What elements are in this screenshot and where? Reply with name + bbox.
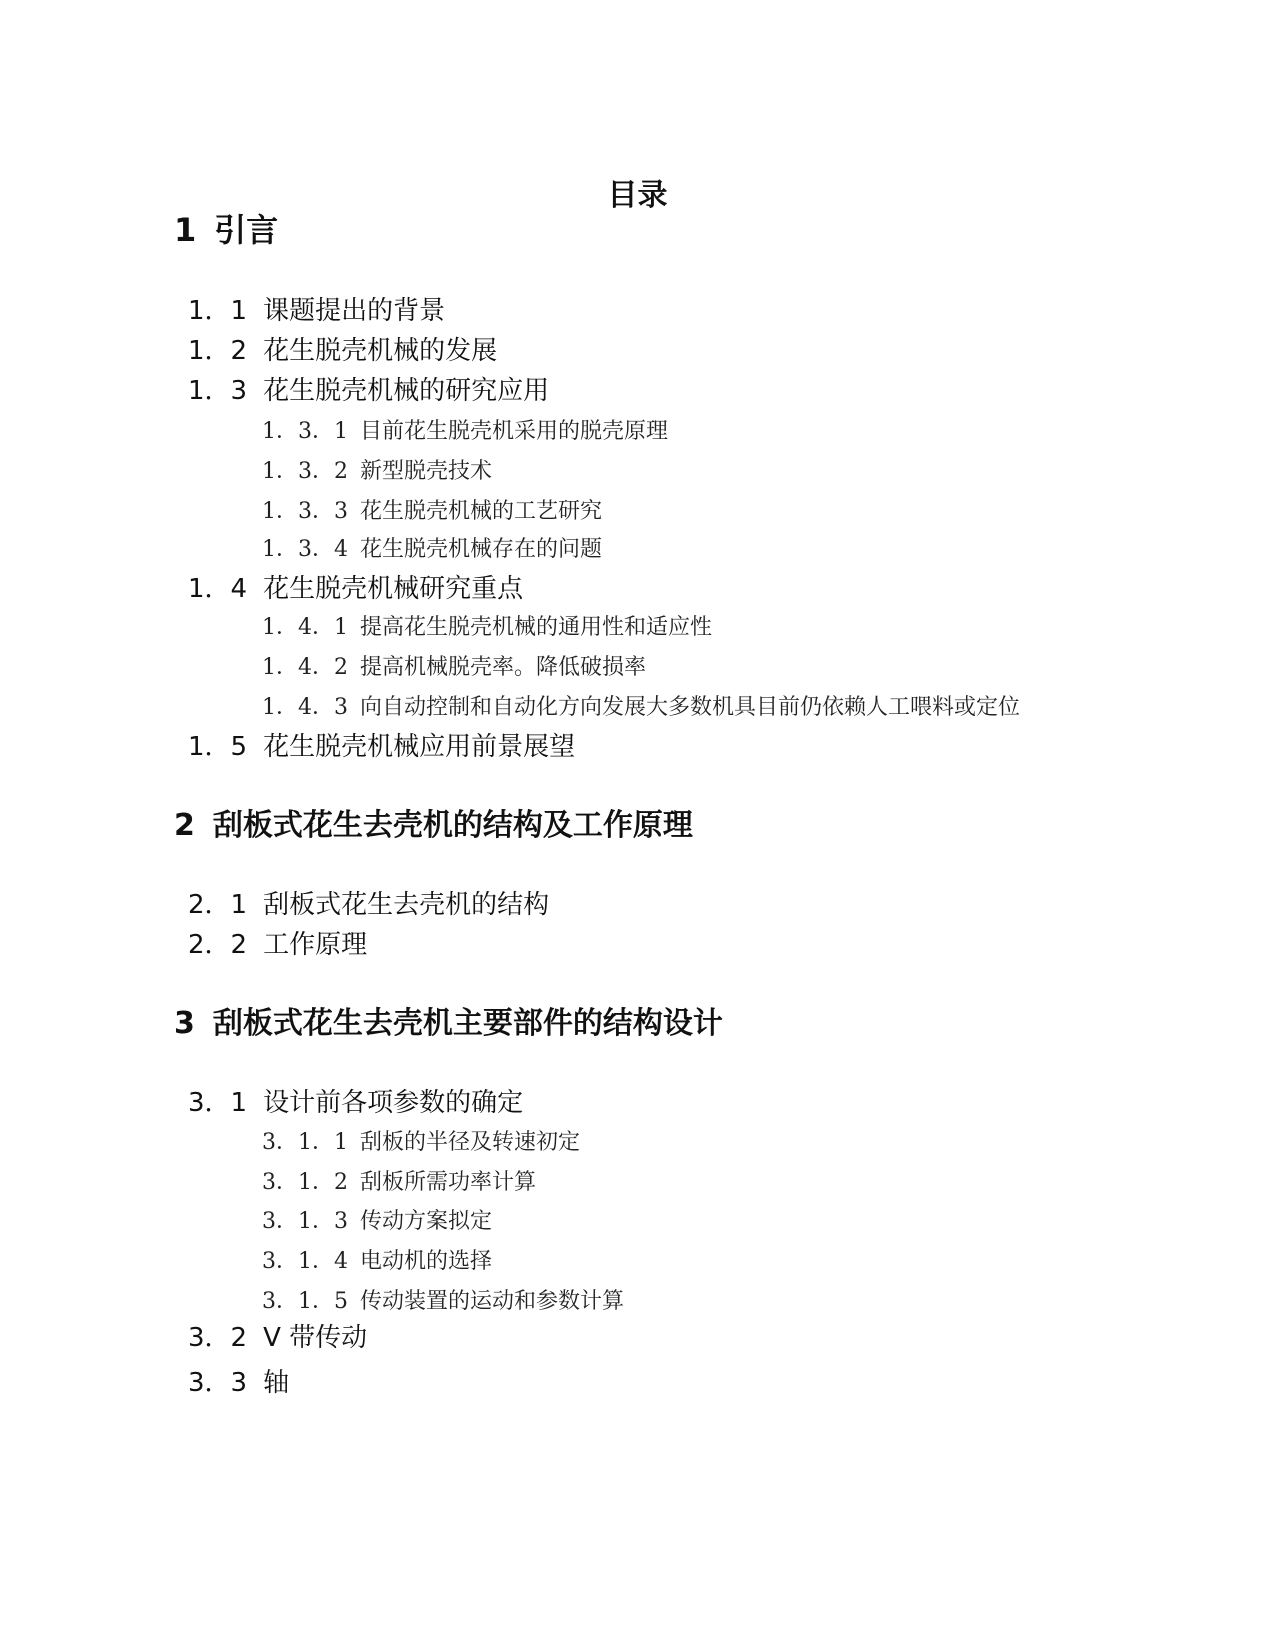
toc-label: 花生脱壳机械的研究应用 [263,376,550,406]
toc-number: 3．1．4 [262,1249,348,1274]
toc-number: 1．3 [188,376,248,406]
toc-label: V 带传动 [263,1323,368,1353]
toc-number: 3．1．5 [262,1289,348,1314]
toc-label: 工作原理 [263,930,368,960]
toc-number: 3．2 [188,1323,248,1353]
toc-number: 3．1 [188,1088,248,1118]
toc-section-3-3[interactable] [188,1366,289,1400]
toc-section-1-1[interactable] [188,294,445,328]
toc-subsection-1-3-4[interactable] [262,535,602,565]
toc-label: 课题提出的背景 [263,296,446,326]
toc-number: 1 [174,211,197,249]
toc-subsection-3-1-1[interactable] [262,1128,580,1158]
toc-number: 3．1．3 [262,1209,348,1234]
toc-section-3-2[interactable] [188,1321,367,1355]
toc-subsection-1-4-2[interactable] [262,653,646,683]
toc-subsection-3-1-2[interactable] [262,1168,536,1198]
toc-label: 刮板所需功率计算 [360,1170,537,1195]
toc-label: 花生脱壳机械存在的问题 [360,537,603,562]
toc-label: 刮板式花生去壳机的结构 [263,890,550,920]
toc-number: 2．2 [188,930,248,960]
toc-label: 向自动控制和自动化方向发展大多数机具目前仍依赖人工喂料或定位 [360,695,1021,720]
toc-subsection-1-3-3[interactable] [262,497,602,527]
toc-label: 花生脱壳机械的发展 [263,336,498,366]
toc-number: 1．3．3 [262,499,348,524]
toc-label: 传动装置的运动和参数计算 [360,1289,625,1314]
toc-label: 电动机的选择 [360,1249,493,1274]
toc-label: 花生脱壳机械研究重点 [263,574,524,604]
toc-subsection-3-1-3[interactable] [262,1207,492,1237]
toc-number: 1．4 [188,574,248,604]
toc-subsection-1-4-1[interactable] [262,613,712,643]
toc-section-1-3[interactable] [188,374,549,408]
toc-section-2-2[interactable] [188,928,367,962]
toc-label: 刮板式花生去壳机主要部件的结构设计 [212,1006,723,1041]
toc-label: 传动方案拟定 [360,1209,493,1234]
toc-label: 刮板式花生去壳机的结构及工作原理 [212,808,693,843]
toc-chapter-3[interactable] [174,1004,723,1044]
toc-label: 目前花生脱壳机采用的脱壳原理 [360,419,669,444]
toc-subsection-1-3-2[interactable] [262,457,492,487]
toc-number: 2．1 [188,890,248,920]
toc-number: 1．3．1 [262,419,348,444]
toc-label: 新型脱壳技术 [360,459,493,484]
toc-number: 3．1．2 [262,1170,348,1195]
toc-number: 1．3．4 [262,537,348,562]
toc-section-1-4[interactable] [188,572,523,606]
toc-subsection-3-1-5[interactable] [262,1287,624,1317]
toc-label: 提高机械脱壳率。降低破损率 [360,655,647,680]
toc-number: 1．4．3 [262,695,348,720]
toc-number: 1．1 [188,296,248,326]
toc-chapter-1[interactable] [174,210,278,250]
toc-title: 目录 [607,178,668,213]
toc-section-2-1[interactable] [188,888,549,922]
toc-label: 引言 [214,211,279,249]
toc-label: 刮板的半径及转速初定 [360,1130,581,1155]
toc-label: 花生脱壳机械的工艺研究 [360,499,603,524]
toc-number: 3 [174,1006,195,1041]
toc-subsection-1-4-3[interactable] [262,693,1020,723]
toc-section-1-5[interactable] [188,730,575,764]
toc-subsection-1-3-1[interactable] [262,417,668,447]
toc-number: 2 [174,808,195,843]
toc-section-3-1[interactable] [188,1086,523,1120]
toc-number: 3．1．1 [262,1130,348,1155]
toc-subsection-3-1-4[interactable] [262,1247,492,1277]
toc-label: 花生脱壳机械应用前景展望 [263,732,576,762]
toc-number: 1．5 [188,732,248,762]
toc-label: 设计前各项参数的确定 [263,1088,524,1118]
toc-number: 1．2 [188,336,248,366]
toc-number: 3．3 [188,1368,248,1398]
toc-chapter-2[interactable] [174,806,693,846]
toc-number: 1．3．2 [262,459,348,484]
toc-label: 提高花生脱壳机械的通用性和适应性 [360,615,713,640]
toc-number: 1．4．2 [262,655,348,680]
toc-label: 轴 [263,1368,290,1398]
toc-number: 1．4．1 [262,615,348,640]
toc-section-1-2[interactable] [188,334,497,368]
